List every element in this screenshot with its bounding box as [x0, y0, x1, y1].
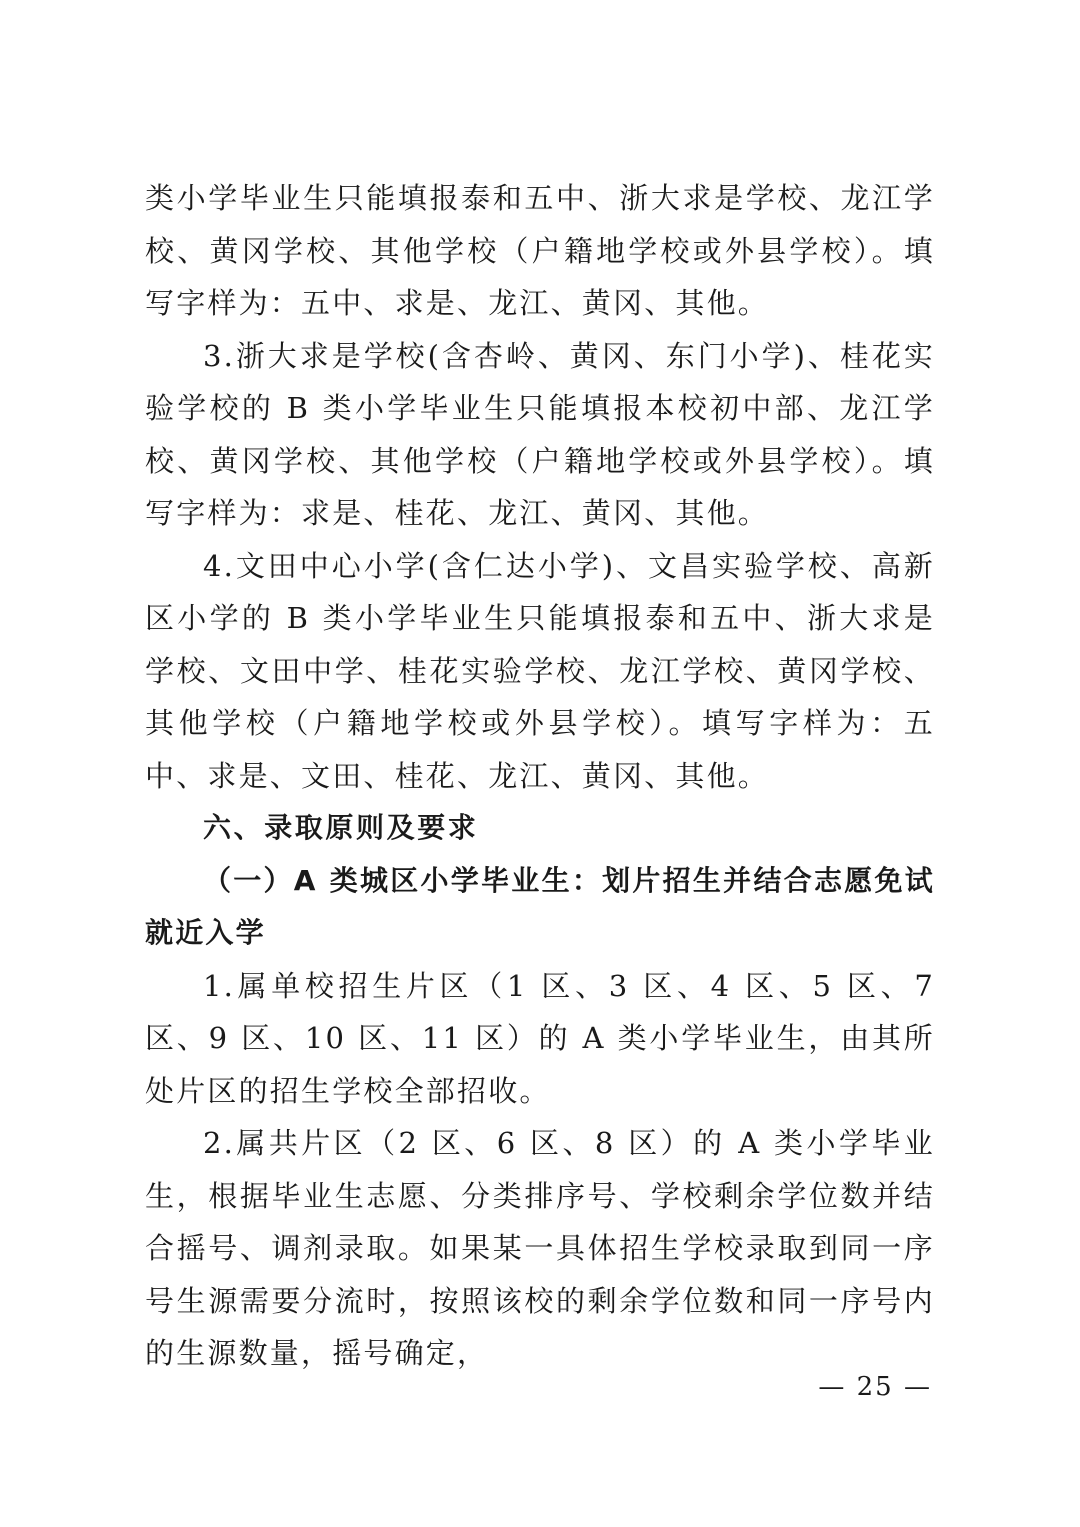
page-number: — 25 —	[818, 1372, 932, 1402]
paragraph-continued: 类小学毕业生只能填报泰和五中、浙大求是学校、龙江学校、黄冈学校、其他学校（户籍地学校或外县学校）。填写字样为：五中、求是、龙江、黄冈、其他。	[145, 181, 935, 320]
paragraph-item-4: 4.文田中心小学(含仁达小学)、文昌实验学校、高新区小学的 B 类小学毕业生只能填报泰和五中、浙大求是学校、文田中学、桂花实验学校、龙江学校、黄冈学校、其他学校（户籍地学校或外县学校）。填写字样为：五中、求是、文田、桂花、龙江、黄冈、其他。	[145, 548, 935, 793]
section-heading: 六、录取原则及要求	[203, 811, 479, 844]
document-body	[145, 172, 935, 1380]
paragraph-item-3: 3.浙大求是学校(含杏岭、黄冈、东门小学)、桂花实验学校的 B 类小学毕业生只能填报本校初中部、龙江学校、黄冈学校、其他学校（户籍地学校或外县学校）。填写字样为：求是、桂花、龙江、黄冈、其他。	[145, 338, 935, 530]
subsection-heading: （一）A 类城区小学毕业生：划片招生并结合志愿免试就近入学	[145, 863, 935, 949]
paragraph-rule-1: 1.属单校招生片区（1 区、3 区、4 区、5 区、7 区、9 区、10 区、11 区）的 A 类小学毕业生，由其所处片区的招生学校全部招收。	[145, 968, 935, 1108]
paragraph-rule-2: 2.属共片区（2 区、6 区、8 区）的 A 类小学毕业生，根据毕业生志愿、分类排序号、学校剩余学位数并结合摇号、调剂录取。如果某一具体招生学校录取到同一序号生源需要分流时，按照该校的剩余学位数和同一序号内的生源数量，摇号确定，	[145, 1126, 935, 1370]
